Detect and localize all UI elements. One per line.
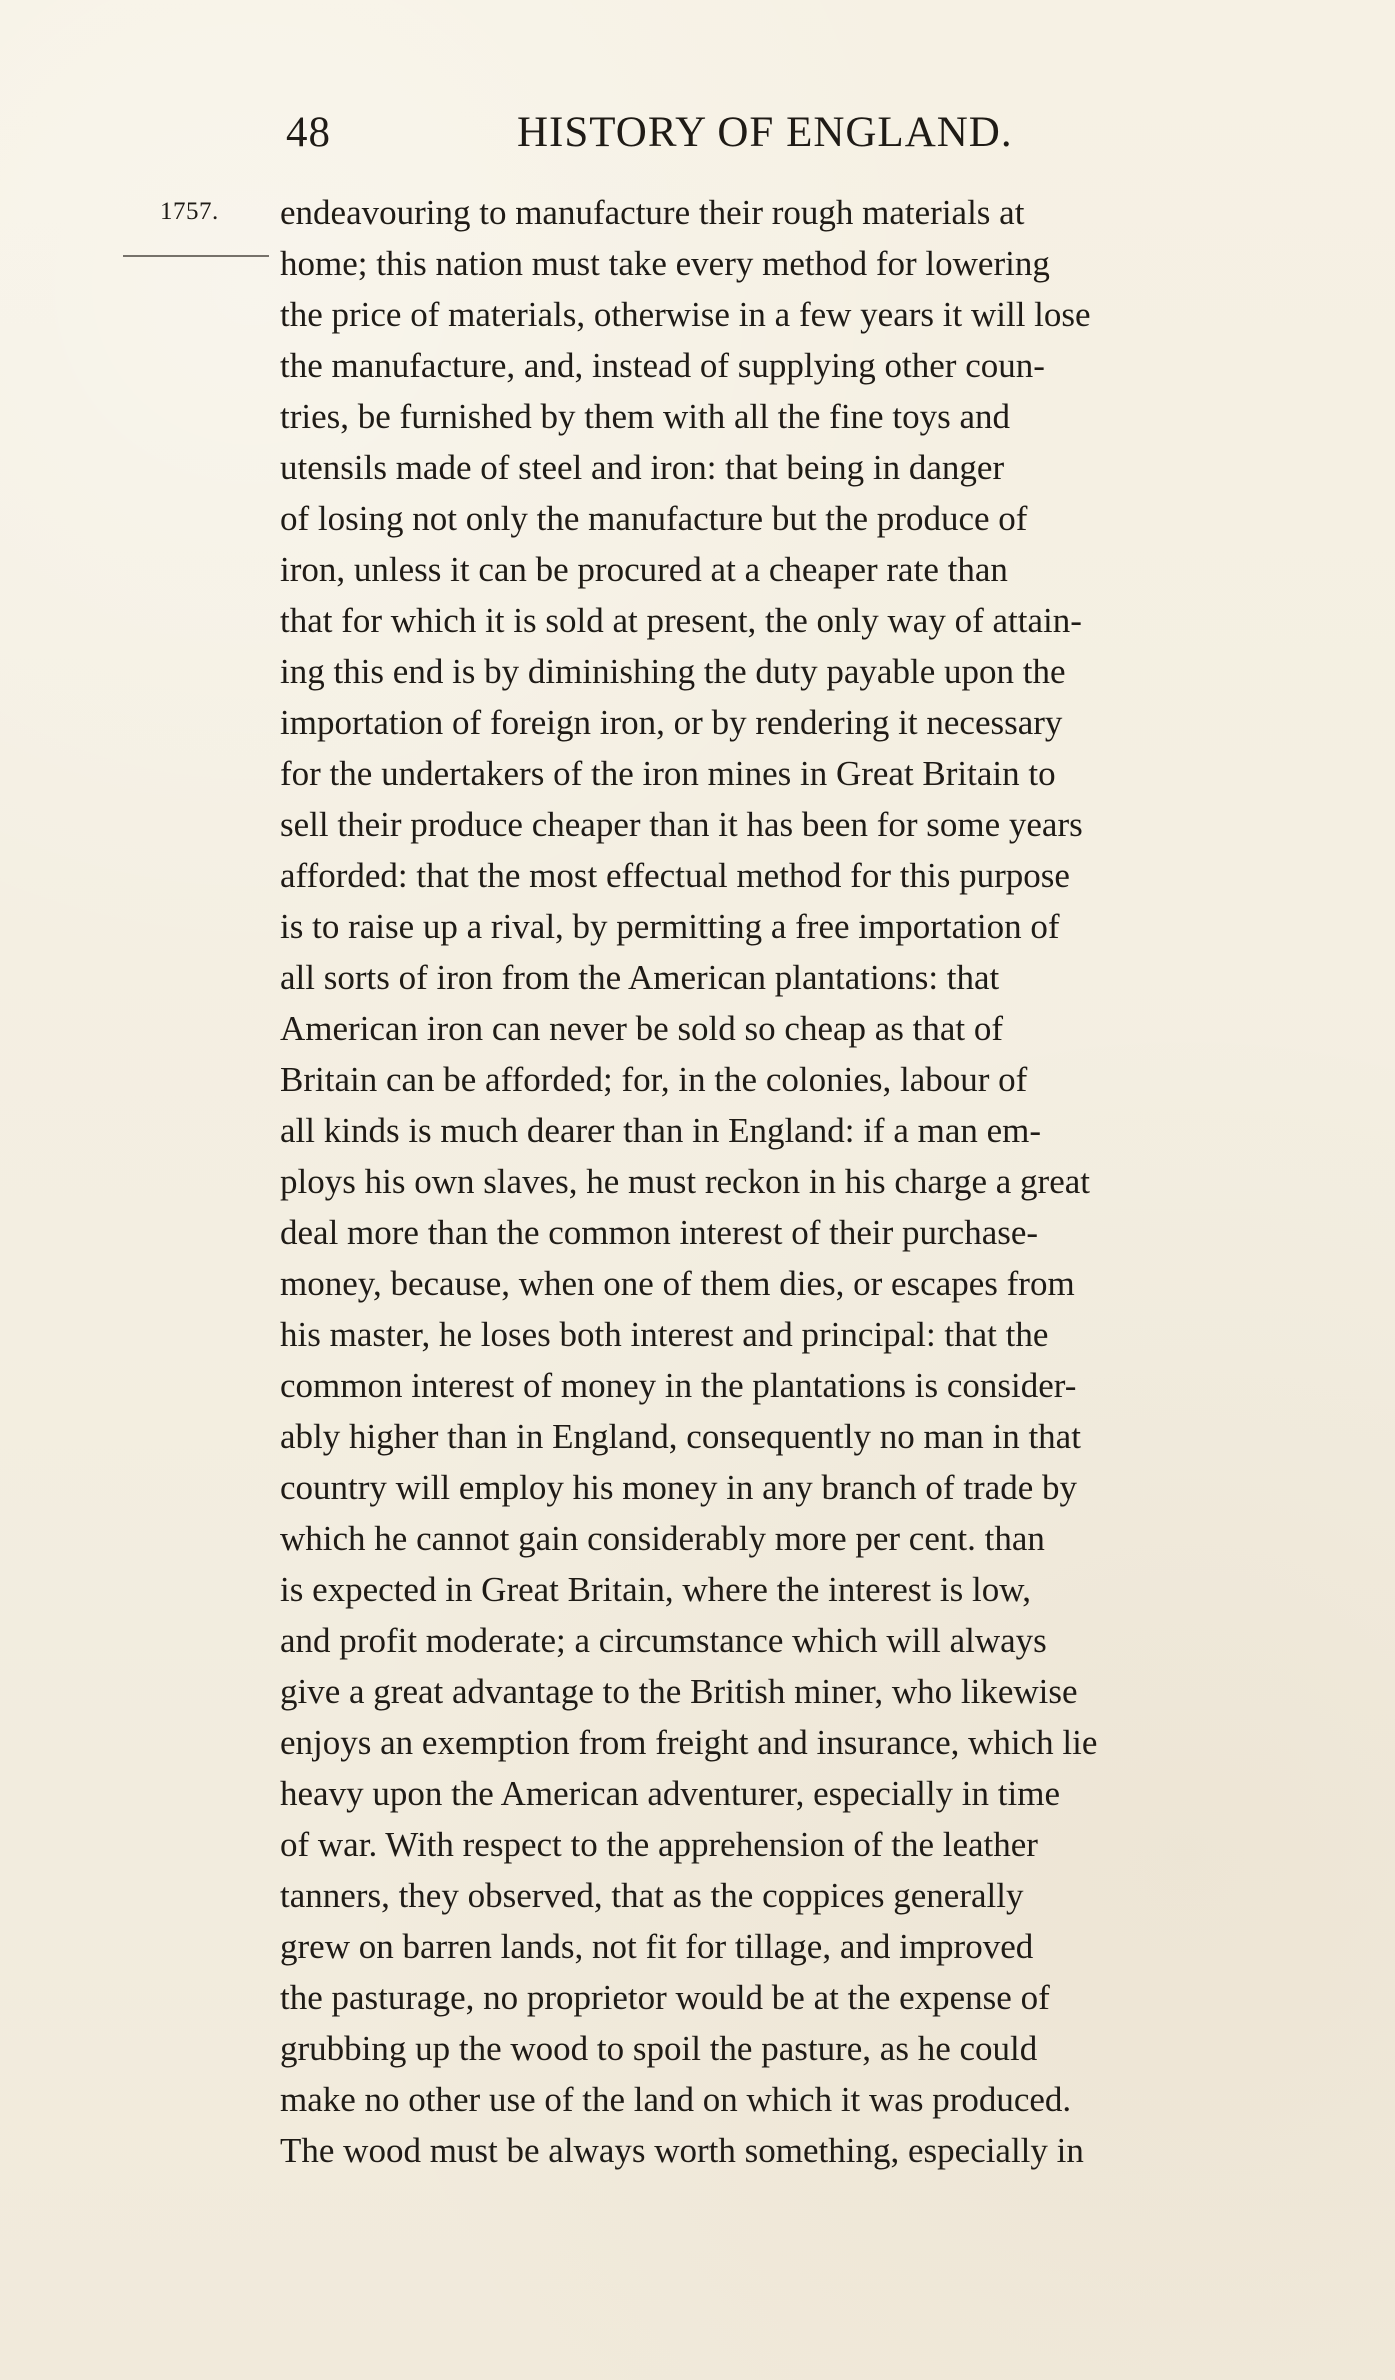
text-line: afforded: that the most effectual method for this purpose	[280, 856, 1070, 895]
text-line: his master, he loses both interest and principal: that the	[280, 1315, 1049, 1354]
text-line: importation of foreign iron, or by rendering it necessary	[280, 703, 1063, 742]
text-line: that for which it is sold at present, the only way of attain-	[280, 601, 1082, 640]
text-line: is expected in Great Britain, where the interest is low,	[280, 1570, 1031, 1609]
text-line: the pasturage, no proprietor would be at the expense of	[280, 1978, 1050, 2017]
text-line: the manufacture, and, instead of supplying other coun-	[280, 346, 1045, 385]
text-line: heavy upon the American adventurer, especially in time	[280, 1774, 1060, 1813]
text-line: is to raise up a rival, by permitting a free importation of	[280, 907, 1060, 946]
text-line: tanners, they observed, that as the coppices generally	[280, 1876, 1024, 1915]
marginal-year: 1757.	[160, 198, 219, 225]
marginal-rule	[123, 255, 269, 257]
text-line: of losing not only the manufacture but the produce of	[280, 499, 1028, 538]
text-line: common interest of money in the plantations is consider-	[280, 1366, 1077, 1405]
text-line: iron, unless it can be procured at a cheaper rate than	[280, 550, 1008, 589]
text-line: all sorts of iron from the American plantations: that	[280, 958, 1000, 997]
page-number: 48	[286, 109, 331, 156]
text-line: tries, be furnished by them with all the fine toys and	[280, 397, 1010, 436]
text-line: deal more than the common interest of their purchase-	[280, 1213, 1039, 1252]
text-line: of war. With respect to the apprehension of the leather	[280, 1825, 1038, 1864]
text-line: give a great advantage to the British miner, who likewise	[280, 1672, 1078, 1711]
text-line: which he cannot gain considerably more per cent. than	[280, 1519, 1045, 1558]
body-text	[280, 187, 1340, 2207]
text-line: grew on barren lands, not fit for tillage, and improved	[280, 1927, 1034, 1966]
text-line: money, because, when one of them dies, or escapes from	[280, 1264, 1075, 1303]
text-line: country will employ his money in any branch of trade by	[280, 1468, 1078, 1507]
page-header	[286, 108, 1106, 164]
text-line: enjoys an exemption from freight and insurance, which lie	[280, 1723, 1098, 1762]
text-line: make no other use of the land on which it was produced.	[280, 2080, 1072, 2119]
text-line: The wood must be always worth something, especially in	[280, 2131, 1084, 2170]
text-line: grubbing up the wood to spoil the pasture, as he could	[280, 2029, 1038, 2068]
text-line: ably higher than in England, consequently no man in that	[280, 1417, 1081, 1456]
text-line: ploys his own slaves, he must reckon in his charge a great	[280, 1162, 1091, 1201]
text-line: ing this end is by diminishing the duty payable upon the	[280, 652, 1066, 691]
running-title: HISTORY OF ENGLAND.	[517, 109, 1013, 156]
text-line: the price of materials, otherwise in a few years it will lose	[280, 295, 1091, 334]
text-line: endeavouring to manufacture their rough materials at	[280, 193, 1025, 232]
text-line: all kinds is much dearer than in England: if a man em-	[280, 1111, 1042, 1150]
text-line: Britain can be afforded; for, in the colonies, labour of	[280, 1060, 1028, 1099]
text-line: and profit moderate; a circumstance which will always	[280, 1621, 1047, 1660]
text-line: American iron can never be sold so cheap as that of	[280, 1009, 1004, 1048]
text-line: for the undertakers of the iron mines in Great Britain to	[280, 754, 1056, 793]
text-line: utensils made of steel and iron: that being in danger	[280, 448, 1005, 487]
text-line: home; this nation must take every method for lowering	[280, 244, 1050, 283]
text-line: sell their produce cheaper than it has been for some years	[280, 805, 1083, 844]
